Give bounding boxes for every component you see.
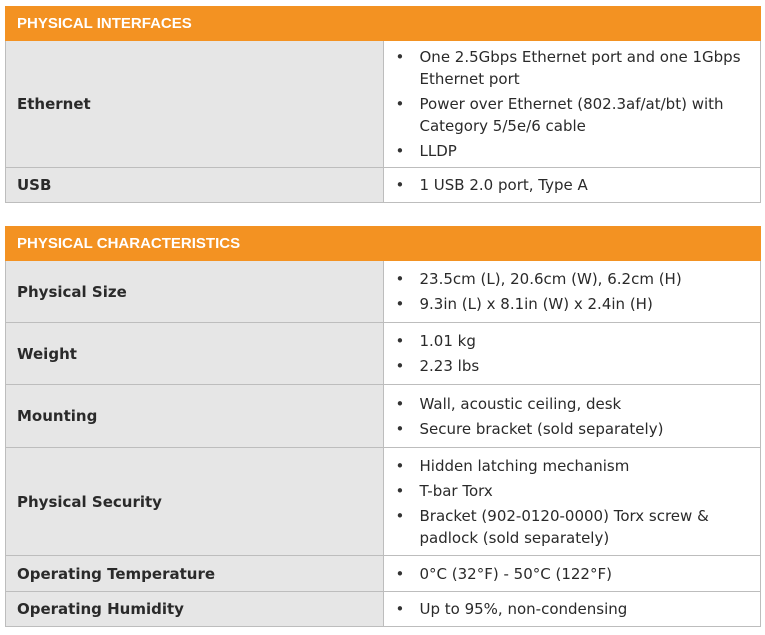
physical-interfaces-table [5,6,761,203]
list-item: • LLDP [392,140,753,162]
row-value [383,448,761,556]
list-item: • 0°C (32°F) - 50°C (122°F) [392,563,753,585]
table-row [6,261,761,323]
row-label: Physical Security [6,448,384,556]
physical-characteristics-table [5,226,761,627]
table-row [6,41,761,168]
row-label: Ethernet [6,41,384,168]
list-item: • Power over Ethernet (802.3af/at/bt) with Category 5/5e/6 cable [392,93,753,137]
list-item: • 9.3in (L) x 8.1in (W) x 2.4in (H) [392,293,753,315]
list-item: • Up to 95%, non-condensing [392,598,753,620]
row-label: Operating Humidity [6,592,384,627]
table-row [6,448,761,556]
table-row [6,168,761,203]
row-value [383,261,761,323]
row-value [383,168,761,203]
list-item: • Secure bracket (sold separately) [392,418,753,440]
table-row [6,385,761,448]
row-value [383,385,761,448]
list-item: • 1 USB 2.0 port, Type A [392,174,753,196]
row-value [383,41,761,168]
list-item: • One 2.5Gbps Ethernet port and one 1Gbps Ethernet port [392,46,753,90]
list-item: • 1.01 kg [392,330,753,352]
table-row [6,556,761,592]
list-item: • Bracket (902-0120-0000) Torx screw & padlock (sold separately) [392,505,753,549]
section-title: PHYSICAL INTERFACES [6,7,761,41]
row-value [383,556,761,592]
section-title: PHYSICAL CHARACTERISTICS [6,227,761,261]
table-row [6,323,761,385]
table-row [6,592,761,627]
list-item: • T-bar Torx [392,480,753,502]
row-value [383,323,761,385]
row-value [383,592,761,627]
row-label: USB [6,168,384,203]
row-label: Mounting [6,385,384,448]
row-label: Operating Temperature [6,556,384,592]
row-label: Physical Size [6,261,384,323]
list-item: • 23.5cm (L), 20.6cm (W), 6.2cm (H) [392,268,753,290]
row-label: Weight [6,323,384,385]
list-item: • 2.23 lbs [392,355,753,377]
list-item: • Wall, acoustic ceiling, desk [392,393,753,415]
list-item: • Hidden latching mechanism [392,455,753,477]
